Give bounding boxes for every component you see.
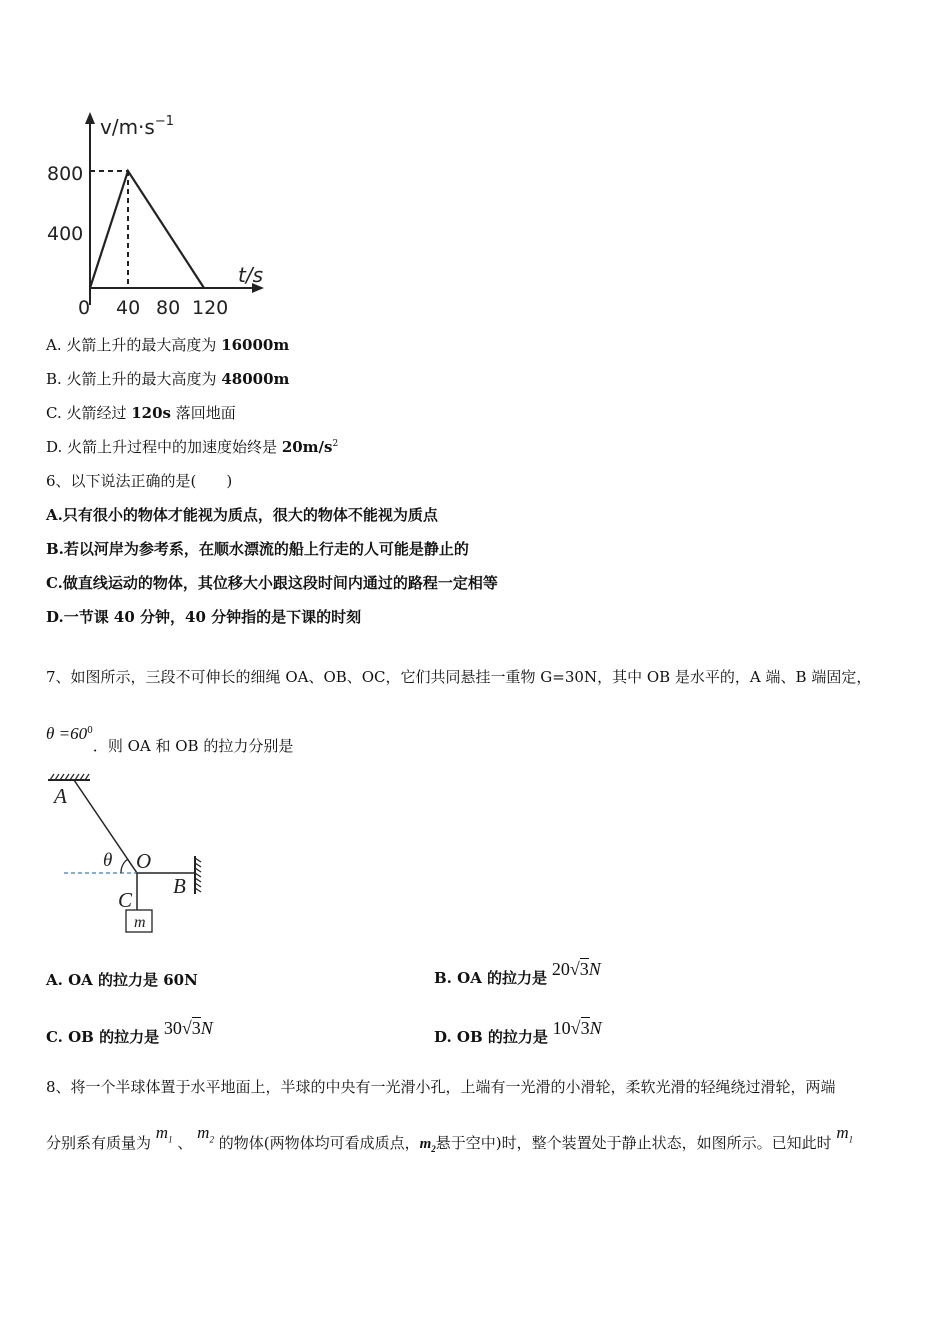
label-A: A bbox=[54, 784, 67, 808]
q7-stem-theta: $\theta =60^0$．则 OA 和 OB 的拉力分别是 bbox=[46, 724, 294, 755]
label-O: O bbox=[136, 849, 152, 873]
q8-line-1: 8、将一个半球体置于水平地面上，半球的中央有一光滑小孔，上端有一光滑的小滑轮，柔软光滑的轻绳绕过滑轮，两端 bbox=[46, 1078, 836, 1096]
q5-option-c: C. 火箭经过 120s 落回地面 bbox=[46, 404, 236, 422]
label-C: C bbox=[118, 888, 133, 912]
q7-stem: 7、如图所示，三段不可伸长的细绳 OA、OB、OC，它们共同悬挂一重物 G=30N，其中 OB 是水平的，A 端、B 端固定， bbox=[46, 668, 872, 686]
q6-stem: 6、以下说法正确的是( ) bbox=[46, 472, 233, 490]
label-B: B bbox=[173, 874, 186, 898]
q7-option-b: B. OA 的拉力是 20√3N bbox=[434, 959, 601, 987]
y-axis-label: $v/m\cdot s^{-1}$ bbox=[100, 114, 175, 139]
x-tick-120: 120 bbox=[192, 297, 229, 319]
y-axis-arrow bbox=[85, 112, 95, 124]
y-tick-800: 800 bbox=[47, 163, 84, 185]
q8-line-2: 分别系有质量为 $m_1$ 、 $m_2$ 的物体(两物体均可看成质点，$m_2$悬于空中)时，整个装置处于静止状态，如图所示。已知此时 $m_1$ bbox=[46, 1123, 854, 1154]
q6-option-a: A.只有很小的物体才能视为质点，很大的物体不能视为质点 bbox=[46, 506, 438, 524]
velocity-time-graph bbox=[40, 100, 280, 330]
q5-option-d: D. 火箭上升过程中的加速度始终是 $20m/s^2$ bbox=[46, 438, 339, 456]
label-m: m bbox=[134, 914, 146, 931]
q6-option-b: B.若以河岸为参考系，在顺水漂流的船上行走的人可能是静止的 bbox=[46, 540, 469, 558]
y-tick-400: 400 bbox=[47, 223, 84, 245]
rope-figure bbox=[40, 770, 230, 940]
q7-option-a: A. OA 的拉力是 60N bbox=[46, 971, 198, 989]
velocity-series-line bbox=[90, 171, 204, 288]
x-tick-40: 40 bbox=[116, 297, 141, 319]
theta-arc bbox=[121, 859, 128, 873]
q7-option-d: D. OB 的拉力是 10√3N bbox=[434, 1018, 602, 1046]
q6-option-d: D.一节课 40 分钟，40 分钟指的是下课的时刻 bbox=[46, 608, 362, 626]
label-theta: θ bbox=[103, 850, 113, 871]
x-tick-80: 80 bbox=[156, 297, 181, 319]
q6-option-c: C.做直线运动的物体，其位移大小跟这段时间内通过的路程一定相等 bbox=[46, 574, 498, 592]
q5-option-a: A. 火箭上升的最大高度为 16000m bbox=[46, 336, 290, 354]
q5-option-b: B. 火箭上升的最大高度为 48000m bbox=[46, 370, 290, 388]
x-tick-0: 0 bbox=[78, 297, 91, 319]
q7-option-c: C. OB 的拉力是 30√3N bbox=[46, 1018, 213, 1046]
x-axis-label: t/s bbox=[238, 263, 263, 287]
